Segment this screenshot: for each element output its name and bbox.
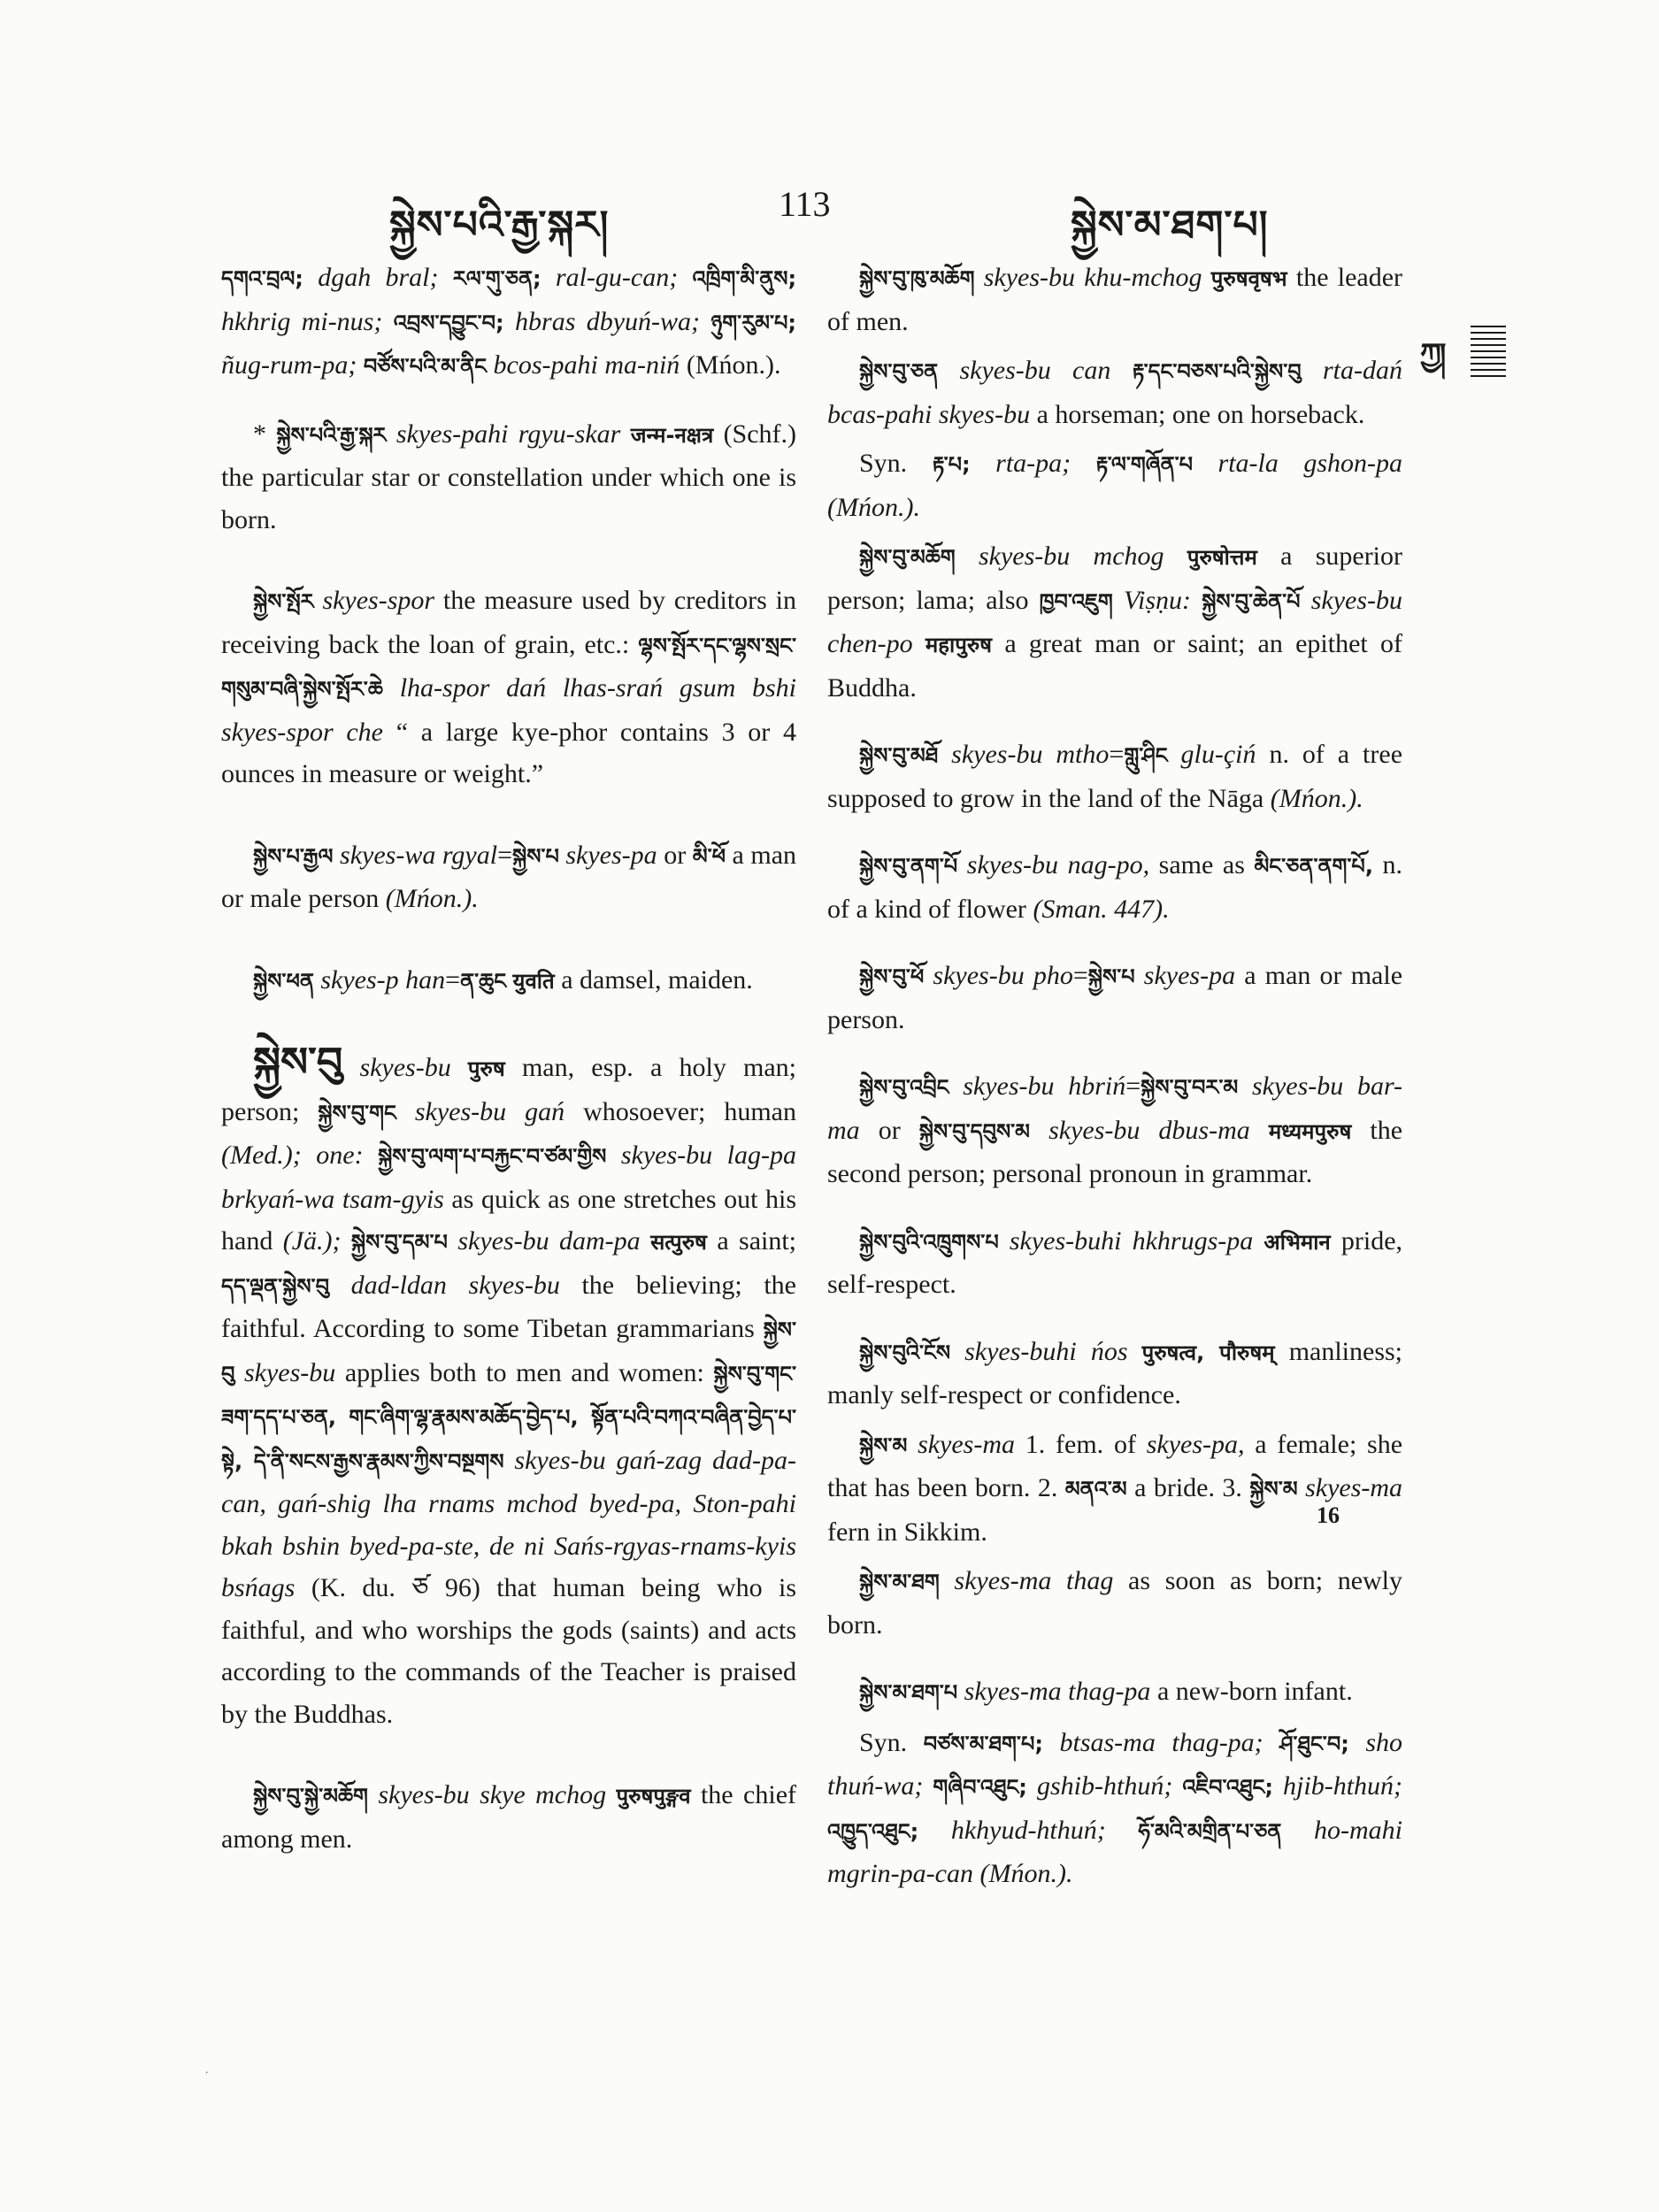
- transliteration: skyes-buhi hkhrugs-pa: [1009, 1225, 1254, 1256]
- gloss: a saint;: [717, 1226, 797, 1256]
- gloss: n. of a tree supposed to grow in the land of the Nāga: [827, 740, 1403, 813]
- source-ref: (Mńon.).: [1270, 783, 1363, 813]
- source-ref: (Jä.);: [282, 1226, 342, 1256]
- tibetan-text: འབྲས་དབྱུང་བ;: [393, 310, 504, 335]
- gloss: “ a large kye-phor contains 3 or 4 ounces in measure or weight.”: [221, 717, 796, 788]
- entry-skyes-phan: [221, 959, 796, 1003]
- side-tab-lines: [1471, 326, 1506, 379]
- entry-skyes-bu-pho: [827, 955, 1402, 1041]
- gloss: man, esp. a holy man; person;: [221, 1053, 796, 1126]
- gloss: (Schf.) the particular star or constellation under which one is born.: [221, 419, 797, 534]
- gloss: the measure used by creditors in receiving back the loan of grain, etc.:: [221, 586, 796, 659]
- equals-sign: =: [497, 840, 513, 870]
- header-right-title: སྐྱེས་མ་ཐག་པ།: [1071, 204, 1269, 247]
- transliteration: skyes-bu mchog: [978, 541, 1164, 571]
- gloss: a man or male person.: [827, 961, 1403, 1034]
- tibetan-headword: སྐྱེས་བུའི་ངོས: [859, 1340, 951, 1365]
- transliteration: sho thuń-wa;: [827, 1727, 1403, 1801]
- gloss: or: [664, 840, 687, 870]
- tibetan-text: གཞིབ་འཐུང;: [933, 1775, 1027, 1800]
- sanskrit-text: मध्यमपुरुष: [1268, 1118, 1352, 1144]
- gloss: same as: [1158, 850, 1245, 879]
- transliteration: skyes-pa: [565, 840, 657, 870]
- tibetan-text: སྐྱེས་བུ་གང: [318, 1100, 396, 1125]
- gloss: or: [878, 1115, 901, 1145]
- tibetan-headword: སྐྱེས་སྤོར: [253, 589, 314, 614]
- tibetan-text: ཁྱབ་འཇུག: [1039, 588, 1113, 614]
- transliteration: skyes-buhi ńos: [964, 1336, 1128, 1366]
- equals-sign: =: [1109, 740, 1125, 769]
- entry-skyes-bu-mchog: [827, 535, 1402, 709]
- entry-skyes-bu-hbrin: [827, 1065, 1402, 1195]
- tibetan-headword: སྐྱེས་བུ་སྐྱེ་མཆོག: [253, 1784, 368, 1809]
- transliteration: skyes-bu pho: [933, 961, 1073, 990]
- source-ref: (Mńon.).: [979, 1859, 1073, 1888]
- tibetan-text: སྐྱེས་པ: [1087, 964, 1135, 989]
- tibetan-text: རྟ་ལ་གཞོན་པ: [1095, 452, 1194, 477]
- transliteration: skyes-bu gań-zag dad-pa-can, gań-shig lha rnams mchod byed-pa, Ston-pahi bkah bshin byed-pa-ste, de ni Sańs-rgyas-rnams-kyis bsńags: [221, 1445, 797, 1602]
- transliteration: skyes-bu nag-po,: [966, 850, 1150, 879]
- transliteration: dad-ldan skyes-bu: [350, 1270, 560, 1300]
- tibetan-text: འཇིབ་འཐུང;: [1182, 1775, 1273, 1800]
- transliteration: glu-çiń: [1180, 740, 1256, 769]
- equals-sign: =: [1125, 1071, 1141, 1101]
- tibetan-text: ཉུག་རུམ་པ;: [710, 310, 797, 335]
- tibetan-text: བཙོས་པའི་མ་ནིང: [363, 354, 487, 379]
- tibetan-headword: སྐྱེས་བུ་ཅན: [859, 359, 939, 384]
- entry-skyes-bu-nag-po: [827, 844, 1402, 930]
- entry-skyes-ma: [827, 1424, 1402, 1554]
- entry-skyes-bu-skye-mchog: [221, 1774, 796, 1860]
- transliteration: skyes-pa: [1143, 961, 1236, 990]
- sanskrit-text: पुरुष: [467, 1056, 505, 1081]
- tibetan-text: མིང་ཅན་ནག་པོ,: [1254, 854, 1373, 879]
- entry-skyes-pahi-rgyu-skar: [221, 413, 796, 541]
- transliteration: skyes-bu mtho: [951, 740, 1110, 769]
- tibetan-text: རྟ་པ;: [932, 452, 971, 477]
- gloss: a female; she that has been born. 2.: [827, 1429, 1403, 1502]
- tibetan-text: སྐྱེས་བུ་དམ་པ: [350, 1230, 448, 1255]
- sanskrit-text: पुरुषपुङ्गव: [616, 1784, 691, 1809]
- transliteration: skyes-ma: [1305, 1473, 1403, 1502]
- transliteration: rta-dań bcas-pahi skyes-bu: [827, 356, 1402, 429]
- gloss: fern in Sikkim.: [827, 1517, 987, 1547]
- entry-continuation: [221, 257, 796, 388]
- transliteration: skyes-bu skye mchog: [378, 1780, 607, 1809]
- entry-skyes-wa-rgyal: [221, 834, 796, 920]
- tibetan-headword: སྐྱེས་བུའི་འཁྲུགས་པ: [859, 1229, 999, 1255]
- tibetan-main-headword: སྐྱེས་བུ: [253, 1038, 343, 1086]
- tibetan-text: མནའ་མ: [1064, 1477, 1127, 1502]
- tibetan-text: དད་ལྡན་སྐྱེས་བུ: [221, 1273, 329, 1299]
- entry-skyes-spor: [221, 580, 796, 795]
- transliteration: skyes-bu chen-po: [827, 585, 1402, 658]
- gloss: pride, self-respect.: [827, 1225, 1403, 1299]
- gloss: a new-born infant.: [1156, 1677, 1353, 1706]
- asterisk: *: [253, 419, 266, 449]
- gloss: as soon as born; newly born.: [827, 1566, 1403, 1640]
- transliteration: skyes-bu gań: [414, 1096, 565, 1126]
- tibetan-headword: སྐྱེས་པ་རྒྱལ: [253, 843, 334, 869]
- transliteration: lha-spor dań lhas-srań gsum bshi skyes-spor che: [221, 673, 797, 747]
- tibetan-text: སྐྱེས་བུ་ལག་པ་བརྐྱང་བ་ཙམ་གྱིས: [378, 1144, 607, 1169]
- transliteration: hbras dbyuń-wa;: [515, 306, 701, 336]
- gloss: a damsel, maiden.: [561, 964, 753, 995]
- sanskrit-text: सत्पुरुष: [650, 1230, 707, 1255]
- tibetan-text: སྐྱེས་བུ་ཆེན་པོ: [1202, 588, 1301, 614]
- gloss: a bride. 3.: [1134, 1473, 1242, 1502]
- gloss: a horseman; one on horseback.: [1036, 399, 1365, 429]
- sanskrit-text: महापुरुष: [925, 633, 993, 657]
- source-ref: (Sman. 447).: [1033, 894, 1170, 924]
- tibetan-headword: སྐྱེས་བུ་ཁུ་མཆོག: [859, 266, 975, 291]
- entry-skyes-bu-khu-mchog: [827, 257, 1402, 342]
- tibetan-text: སྐྱེས་བུ: [221, 1317, 797, 1386]
- side-letter-mark: ཀྱ།: [1420, 337, 1445, 373]
- gloss: the chief among men.: [221, 1780, 796, 1854]
- gloss: whosoever; human: [583, 1096, 797, 1126]
- transliteration: ho-mahi mgrin-pa-can: [827, 1815, 1403, 1888]
- transliteration: skyes-ma thag-pa: [964, 1677, 1151, 1706]
- transliteration: skyes-bu: [359, 1053, 451, 1082]
- tibetan-text: བཙས་མ་ཐག་པ;: [923, 1731, 1043, 1756]
- gloss: (K. du. ཙ 96) that human being who is faithful, and who worships the gods (saints) and acts according to the commands of the Teacher is praised by the Buddhas.: [221, 1573, 797, 1729]
- tibetan-text: སྐྱེས་མ: [1249, 1477, 1298, 1502]
- gloss: n. of a kind of flower: [827, 850, 1402, 924]
- transliteration: skyes-bu lag-pa brkyań-wa tsam-gyis: [221, 1141, 796, 1214]
- gloss: a superior person; lama; also: [827, 541, 1403, 615]
- tibetan-headword: སྐྱེས་བུ་མཆོག: [859, 545, 956, 570]
- tibetan-text: འཁྲིག་མི་ནུས;: [692, 266, 797, 291]
- transliteration: skyes-ma thag: [954, 1566, 1114, 1595]
- tibetan-text: དགའ་བྲལ;: [221, 266, 303, 291]
- tibetan-text: གླུ་ཤིང: [1124, 743, 1168, 768]
- entry-synonyms-btsas-ma: [827, 1722, 1402, 1895]
- tibetan-text: འཁྱུད་འཐུང;: [827, 1818, 919, 1844]
- footer-page-number: 16: [1317, 1502, 1340, 1528]
- tibetan-headword: སྐྱེས་མ་ཐག་པ: [859, 1680, 958, 1705]
- tibetan-text: ཧོ་མའི་མགྲིན་པ་ཅན: [1138, 1818, 1282, 1844]
- equals-sign: =: [445, 964, 461, 995]
- stray-mark: .: [205, 2063, 209, 2077]
- right-column: [827, 257, 1402, 1895]
- transliteration: skyes-bu dbus-ma: [1048, 1115, 1250, 1145]
- sanskrit-text: पुरुषत्व, पौरुषम्: [1141, 1340, 1275, 1365]
- source-ref: (Mńon.).: [827, 492, 920, 522]
- gloss: the believing; the faithful. According to some Tibetan grammarians: [221, 1270, 796, 1343]
- sanskrit-text: अभिमान: [1263, 1229, 1331, 1255]
- gloss: 1. fem. of: [1025, 1429, 1136, 1459]
- tibetan-headword: སྐྱེས་བུ་ནག་པོ: [859, 854, 958, 879]
- transliteration: Viṣṇu:: [1123, 585, 1192, 615]
- transliteration: skyes-bu can: [959, 356, 1111, 385]
- transliteration: skyes-bu dam-pa: [457, 1226, 641, 1256]
- transliteration: skyes-spor: [322, 586, 435, 615]
- transliteration: skyes-ma: [918, 1429, 1016, 1459]
- source-ref: (Mńon.).: [385, 884, 479, 913]
- tibetan-headword: སྐྱེས་མ་ཐག: [859, 1570, 940, 1594]
- gloss: the leader of men.: [827, 263, 1403, 336]
- transliteration: hkhyud-hthuń;: [950, 1815, 1106, 1845]
- entry-skyes-bu: [221, 1038, 797, 1735]
- entry-skyes-bu-can: [827, 349, 1402, 435]
- gloss: applies both to men and women:: [344, 1357, 704, 1387]
- tibetan-text: སྐྱེས་པ: [512, 843, 559, 869]
- tibetan-text: ན་ཆུང: [460, 968, 507, 994]
- transliteration: skyes-wa rgyal: [340, 840, 498, 870]
- transliteration: btsas-ma thag-pa;: [1059, 1727, 1263, 1757]
- syn-label: Syn.: [859, 449, 908, 478]
- transliteration: hjib-hthuń;: [1283, 1771, 1403, 1801]
- sanskrit-text: जन्म-नक्षत्र: [630, 422, 714, 448]
- equals-sign: =: [1072, 961, 1088, 990]
- tibetan-headword: སྐྱེས་བུ་འབྲིང: [859, 1075, 949, 1100]
- tibetan-text: སྐྱེས་བུ་གང་ཟག་དད་པ་ཅན, གང་ཞིག་ལྷ་རྣམས་མཆོད་བྱེད་པ, སྟོན་པའི་བཀའ་བཞིན་བྱེད་པ་སྟེ, དེ་ནི་སངས་རྒྱས་རྣམས་ཀྱིས་བསྔགས: [221, 1361, 797, 1474]
- tibetan-text: ལྷས་སྤོར་དང་ལྷས་སྲང་གསུམ་བཞི་སྐྱེས་སྤོར་ཆེ: [221, 633, 796, 702]
- tibetan-headword: སྐྱེས་བུ་མཐོ: [859, 743, 939, 768]
- transliteration: bcos-pahi ma-niń: [493, 350, 680, 380]
- entry-skyes-buhi-nos: [827, 1331, 1402, 1417]
- entry-skyes-ma-thag: [827, 1560, 1402, 1646]
- gloss: manliness; manly self-respect or confidence.: [827, 1336, 1403, 1409]
- entry-skyes-buhi-hkhrugs-pa: [827, 1220, 1402, 1306]
- transliteration: skyes-p han: [320, 964, 446, 995]
- transliteration: rta-pa;: [995, 449, 1071, 478]
- gloss: the second person; personal pronoun in grammar.: [827, 1115, 1403, 1188]
- tibetan-headword: སྐྱེས་ཕན: [253, 968, 314, 994]
- gloss: a man or male person: [221, 840, 797, 913]
- gloss: a great man or saint; an epithet of Buddha.: [827, 629, 1402, 703]
- gloss: (Mńon.).: [686, 350, 781, 380]
- transliteration: skyes-pa,: [1146, 1429, 1245, 1459]
- entry-skyes-ma-thag-pa: [827, 1671, 1402, 1715]
- transliteration: ral-gu-can;: [555, 263, 679, 292]
- entry-synonyms-rta-pa: [827, 442, 1402, 528]
- tibetan-text: སྐྱེས་བུ་དབུས་མ: [918, 1118, 1031, 1144]
- tibetan-text: མི་ཕོ: [692, 843, 726, 869]
- transliteration: hkhrig mi-nus;: [221, 306, 383, 336]
- sanskrit-text: पुरुषवृषभ: [1210, 266, 1287, 291]
- tibetan-headword: སྐྱེས་མ: [859, 1432, 908, 1458]
- transliteration: gshib-hthuń;: [1036, 1771, 1173, 1801]
- entry-skyes-bu-mtho: [827, 733, 1402, 819]
- tibetan-text: ཤོ་ཐུང་བ;: [1279, 1731, 1349, 1756]
- transliteration: skyes-bu bar-ma: [827, 1071, 1403, 1145]
- transliteration: dgah bral;: [318, 263, 439, 292]
- syn-label: Syn.: [859, 1727, 908, 1757]
- transliteration: rta-la gshon-pa: [1217, 449, 1403, 478]
- gloss: as quick as one stretches out his hand: [221, 1184, 797, 1256]
- header-page-number: 113: [779, 184, 831, 224]
- source-ref: (Med.); one:: [221, 1141, 364, 1170]
- page-header: [0, 181, 1659, 247]
- transliteration: ñug-rum-pa;: [221, 350, 357, 380]
- transliteration: skyes-pahi rgyu-skar: [396, 419, 621, 449]
- tibetan-text: རྟ་དང་བཅས་པའི་སྐྱེས་བུ: [1132, 359, 1302, 384]
- sanskrit-text: पुरुषोत्तम: [1187, 545, 1257, 570]
- tibetan-headword: སྐྱེས་བུ་ཕོ: [859, 964, 925, 989]
- left-column: [221, 257, 796, 1860]
- transliteration: skyes-bu hbriń: [963, 1071, 1126, 1101]
- transliteration: skyes-bu khu-mchog: [983, 263, 1202, 292]
- header-left-title: སྐྱེས་པའི་རྒྱ་སྐར།: [389, 204, 610, 247]
- tibetan-headword: སྐྱེས་པའི་རྒྱ་སྐར: [276, 422, 387, 448]
- tibetan-text: རལ་གུ་ཅན;: [452, 266, 541, 291]
- tibetan-text: སྐྱེས་བུ་བར་མ: [1141, 1075, 1239, 1100]
- transliteration: skyes-bu: [243, 1357, 336, 1387]
- sanskrit-text: युवति: [512, 968, 555, 994]
